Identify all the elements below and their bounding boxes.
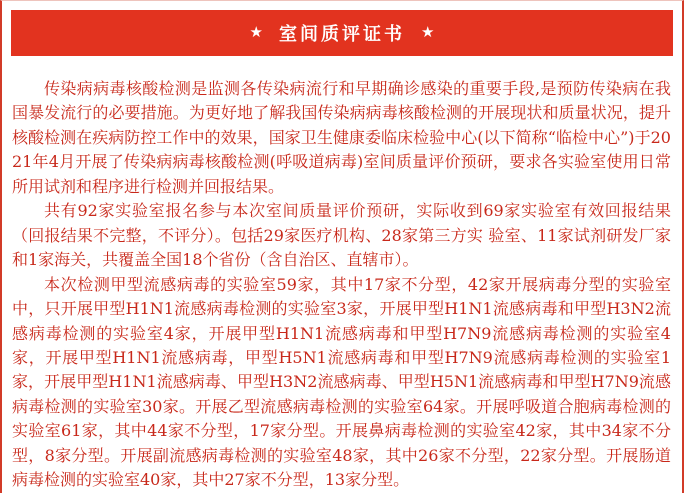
star-icon: ★ [249,22,263,41]
document-body [12,56,671,493]
paragraph-test-breakdown: 本次检测甲型流感病毒的实验室59家，其中17家不分型，42家开展病毒分型的实验室中，只开展甲型H1N1流感病毒检测的实验室3家，开展甲型H1N1流感病毒和甲型H3N2流感病毒检测的实验室4家，开展甲型H1N1流感病毒和甲型H7N9流感病毒检测的实验室4家，开展甲型H1N1流感病毒，甲型H5N1流感病毒和甲型H7N9流感病毒检测的实验室1家，开展甲型H1N1流感病毒、甲型H3N2流感病毒、甲型H5N1流感病毒和甲型H7N9流感病毒检测的实验室30家。开展乙型流感病毒检测的实验室64家。开展呼吸道合胞病毒检测的实验室61家，其中44家不分型，17家分型。开展鼻病毒检测的实验室42家，其中34家不分型，8家分型。开展副流感病毒检测的实验室48家，其中26家不分型，22家分型。开展肠道病毒检测的实验室40家，其中27家不分型，13家分型。 [12,274,671,490]
paragraph-overview: 传染病病毒核酸检测是监测各传染病流行和早期确诊感染的重要手段,是预防传染病在我国暴发流行的必要措施。为更好地了解我国传染病病毒核酸检测的开展现状和质量状况，提升核酸检测在疾病防控工作中的效果，国家卫生健康委临床检验中心(以下简称“临检中心”)于2021年4月开展了传染病病毒核酸检测(呼吸道病毒)室间质量评价预研，要求各实验室使用日常所用试剂和程序进行检测并回报结果。 [12,79,671,196]
paragraph-participation: 共有92家实验室报名参与本次室间质量评价预研，实际收到69家实验室有效回报结果（回报结果不完整，不评分）。包括29家医疗机构、28家第三方实 验室、11家试剂研发厂家和1家海关，共覆盖全国18个省份（含自治区、直辖市）。 [12,201,671,270]
certificate-banner [11,10,673,56]
page-title: 室间质评证书 [279,24,405,45]
star-icon: ★ [421,22,435,41]
